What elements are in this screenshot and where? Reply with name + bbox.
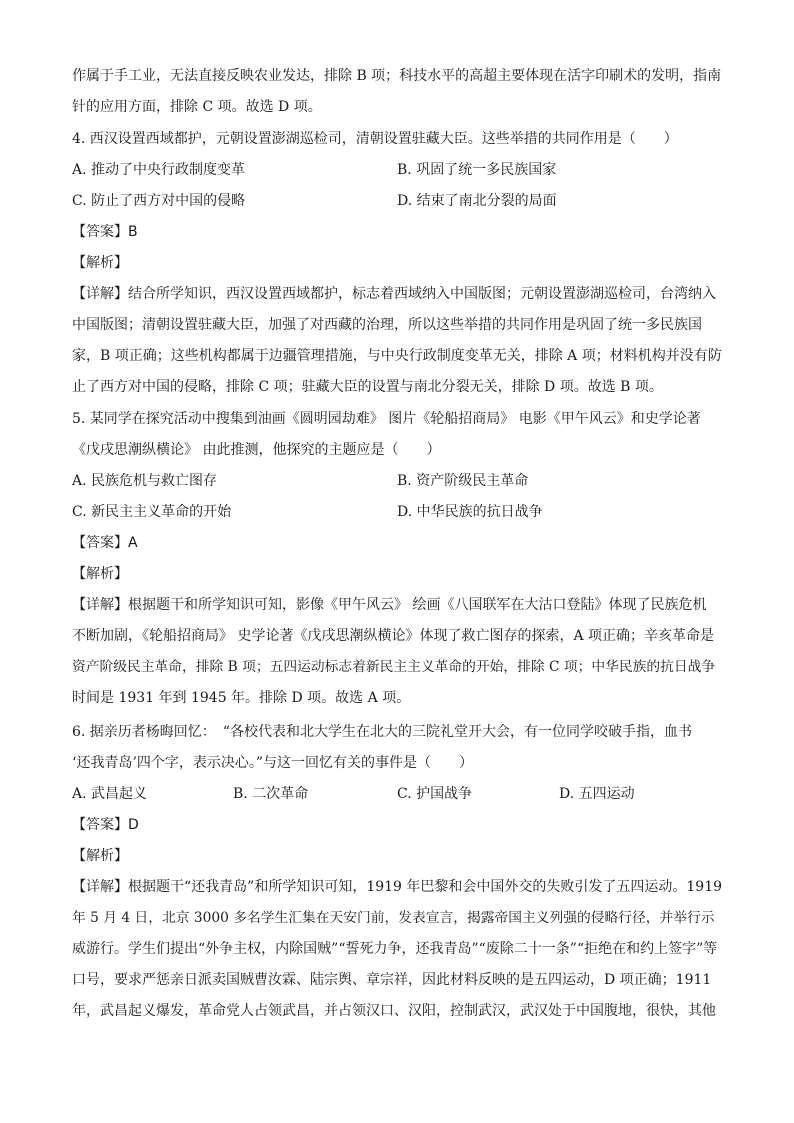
- q5-analysis-label: 【解析】: [72, 566, 128, 582]
- q4-option-b: B. 巩固了统一多民族国家: [397, 162, 557, 178]
- q5-answer: 【答案】A: [72, 535, 138, 551]
- q6-option-c: C. 护国战争: [397, 786, 473, 802]
- q6-detail-line: 口号，要求严惩亲日派卖国贼曹汝霖、陆宗舆、章宗祥，因此材料反映的是五四运动，D 项正确；1911: [72, 972, 712, 988]
- q6-detail-line: 年 5 月 4 日，北京 3000 多名学生汇集在天安门前，发表宣言，揭露帝国主义列强的侵略行径，并举行示: [72, 910, 715, 926]
- q4-option-c: C. 防止了西方对中国的侵略: [72, 193, 246, 209]
- q5-detail-line: 时间是 1931 年到 1945 年。排除 D 项。故选 A 项。: [72, 690, 411, 706]
- question-4-stem: 4. 西汉设置西域都护，元朝设置澎湖巡检司，清朝设置驻藏大臣。这些举措的共同作用是（ ）: [72, 131, 678, 147]
- q4-detail-line: 止了西方对中国的侵略，排除 C 项；驻藏大臣的设置与南北分裂无关，排除 D 项。故选 B 项。: [72, 379, 663, 395]
- q5-option-d: D. 中华民族的抗日战争: [397, 504, 543, 520]
- q5-detail-line: 资产阶级民主革命，排除 B 项；五四运动标志着新民主主义革命的开始，排除 C 项；中华民族的抗日战争: [72, 659, 716, 675]
- question-6-stem: ‘还我青岛’四个字，表示决心。”与这一回忆有关的事件是（ ）: [72, 755, 474, 771]
- q4-option-a: A. 推动了中央行政制度变革: [72, 162, 246, 178]
- q5-option-a: A. 民族危机与救亡图存: [72, 473, 218, 489]
- q6-detail-line: 【详解】根据题干“还我青岛”和所学知识可知，1919 年巴黎和会中国外交的失败引发了五四运动。1919: [72, 879, 723, 895]
- question-6-stem: 6. 据亲历者杨晦回忆： “各校代表和北大学生在北大的三院礼堂开大会，有一位同学咬破手指，血书: [72, 724, 692, 740]
- q6-option-d: D. 五四运动: [559, 786, 635, 802]
- q6-detail-line: 威游行。学生们提出“外争主权，内除国贼”“誓死力争，还我青岛”“废除二十一条”“拒绝在和约上签字”等: [72, 941, 718, 957]
- text-line: 作属于手工业，无法直接反映农业发达，排除 B 项；科技水平的高超主要体现在活字印刷术的发明，指南: [72, 68, 722, 84]
- q5-detail-line: 【详解】根据题干和所学知识可知，影像《甲午风云》 绘画《八国联军在大沽口登陆》体现了民族危机: [72, 597, 707, 613]
- q6-answer: 【答案】D: [72, 817, 139, 833]
- q5-option-b: B. 资产阶级民主革命: [397, 473, 529, 489]
- q6-analysis-label: 【解析】: [72, 848, 128, 864]
- q4-detail-line: 中国版图；清朝设置驻藏大臣，加强了对西藏的治理，所以这些举措的共同作用是巩固了统一多民族国: [72, 317, 702, 333]
- question-5-stem: 5. 某同学在探究活动中搜集到油画《圆明园劫难》 图片《轮船招商局》 电影《甲午风云》和史学论著: [72, 411, 701, 427]
- q5-option-c: C. 新民主主义革命的开始: [72, 504, 232, 520]
- question-5-stem: 《戊戌思潮纵横论》 由此推测，他探究的主题应是（ ）: [72, 442, 441, 458]
- q4-detail-line: 【详解】结合所学知识，西汉设置西域都护，标志着西域纳入中国版图；元朝设置澎湖巡检司，台湾纳入: [72, 286, 716, 302]
- q5-detail-line: 不断加剧，《轮船招商局》 史学论著《戊戌思潮纵横论》体现了救亡图存的探索，A 项正确；辛亥革命是: [72, 628, 715, 644]
- q4-detail-line: 家，B 项正确；这些机构都属于边疆管理措施，与中央行政制度变革无关，排除 A 项；材料机构并没有防: [72, 348, 722, 364]
- q6-option-b: B. 二次革命: [233, 786, 309, 802]
- q4-analysis-label: 【解析】: [72, 255, 128, 271]
- q6-detail-line: 年，武昌起义爆发，革命党人占领武昌，并占领汉口、汉阳，控制武汉，武汉处于中国腹地，很快，其他: [72, 1003, 716, 1019]
- text-line: 针的应用方面，排除 C 项。故选 D 项。: [72, 99, 322, 115]
- q4-option-d: D. 结束了南北分裂的局面: [397, 193, 557, 209]
- q6-option-a: A. 武昌起义: [72, 786, 148, 802]
- q4-answer: 【答案】B: [72, 224, 138, 240]
